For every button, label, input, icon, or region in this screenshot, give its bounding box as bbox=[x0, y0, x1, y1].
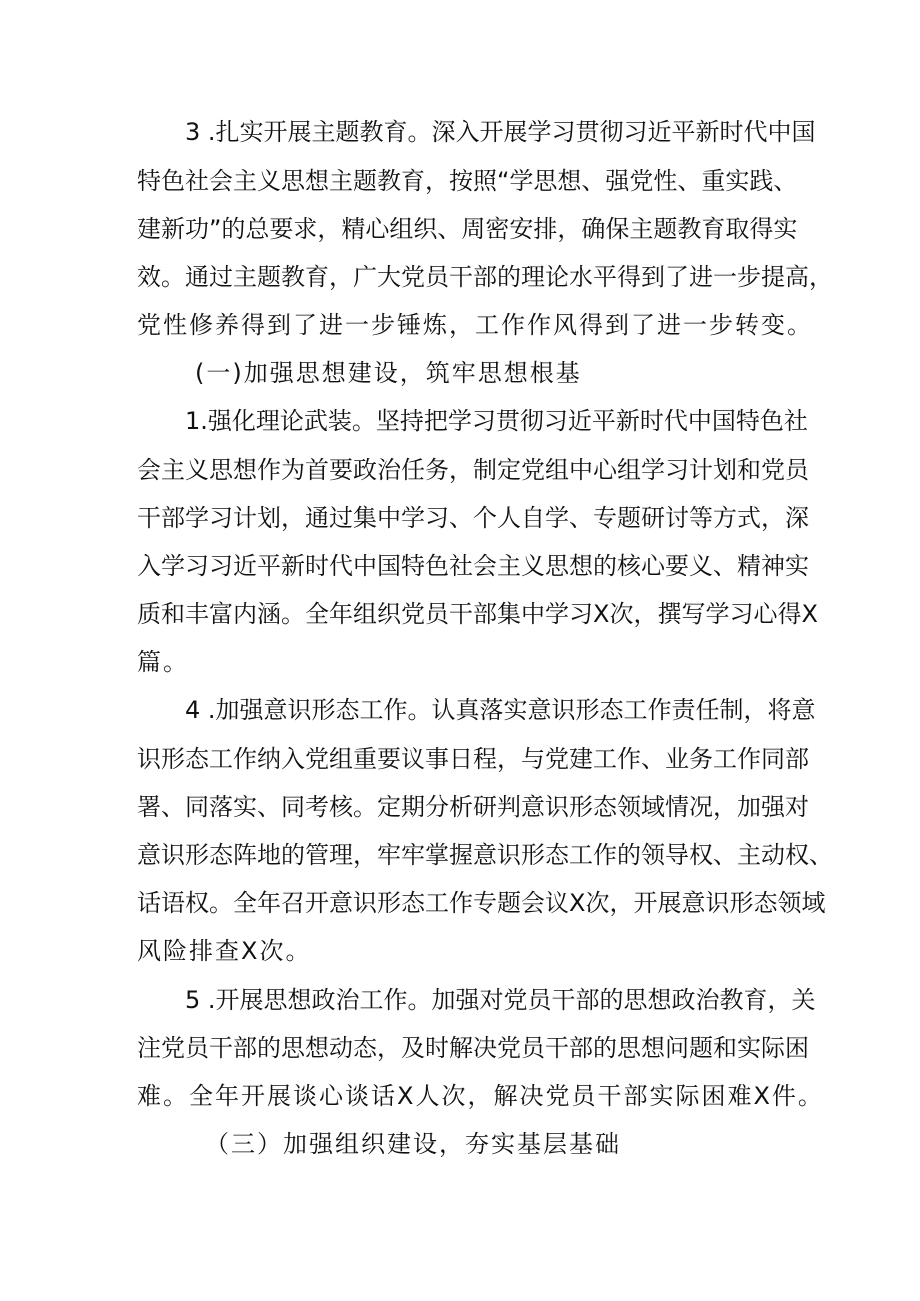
paragraph-4-line-5: 话语权。全年召开意识形态工作专题会议X次，开展意识形态领域 bbox=[137, 889, 826, 917]
paragraph-3-line-1: 3 .扎实开展主题教育。深入开展学习贯彻习近平新时代中国 bbox=[185, 118, 816, 146]
paragraph-3-line-3: 建新功”的总要求，精心组织、周密安排，确保主题教育取得实 bbox=[137, 215, 798, 243]
paragraph-3-line-2: 特色社会主义思想主题教育，按照“学思想、强党性、重实践、 bbox=[137, 167, 798, 195]
paragraph-1-line-5: 质和丰富内涵。全年组织党员干部集中学习X次，撰写学习心得X bbox=[137, 600, 818, 628]
paragraph-4-line-1: 4 .加强意识形态工作。认真落实意识形态工作责任制，将意 bbox=[185, 696, 816, 724]
paragraph-1-line-4: 入学习习近平新时代中国特色社会主义思想的核心要义、精神实 bbox=[137, 552, 809, 580]
paragraph-1-line-3: 干部学习计划，通过集中学习、个人自学、专题研讨等方式，深 bbox=[137, 504, 809, 532]
section-heading-3: （三）加强组织建设，夯实基层基础 bbox=[205, 1130, 621, 1158]
paragraph-1-line-2: 会主义思想作为首要政治任务，制定党组中心组学习计划和党员 bbox=[137, 456, 809, 484]
paragraph-4-line-2: 识形态工作纳入党组重要议事日程，与党建工作、业务工作同部 bbox=[137, 745, 809, 773]
paragraph-5-line-1: 5 .开展思想政治工作。加强对党员干部的思想政治教育，关 bbox=[185, 986, 816, 1014]
paragraph-3-line-4: 效。通过主题教育，广大党员干部的理论水平得到了进一步提高， bbox=[137, 263, 833, 291]
paragraph-5-line-2: 注党员干部的思想动态，及时解决党员干部的思想问题和实际困 bbox=[137, 1034, 809, 1062]
paragraph-1-line-6: 篇。 bbox=[137, 648, 189, 676]
paragraph-5-line-3: 难。全年开展谈心谈话X人次，解决党员干部实际困难X件。 bbox=[137, 1082, 824, 1110]
paragraph-3-line-5: 党性修养得到了进一步锤炼，工作作风得到了进一步转变。 bbox=[137, 311, 813, 339]
paragraph-4-line-3: 署、同落实、同考核。定期分析研判意识形态领域情况，加强对 bbox=[137, 793, 809, 821]
section-heading-1: (一)加强思想建设，筑牢思想根基 bbox=[195, 359, 582, 387]
paragraph-1-line-1: 1.强化理论武装。坚持把学习贯彻习近平新时代中国特色社 bbox=[185, 407, 808, 435]
paragraph-4-line-4: 意识形态阵地的管理，牢牢掌握意识形态工作的领导权、主动权、 bbox=[137, 841, 833, 869]
paragraph-4-line-6: 风险排查X次。 bbox=[137, 937, 312, 965]
